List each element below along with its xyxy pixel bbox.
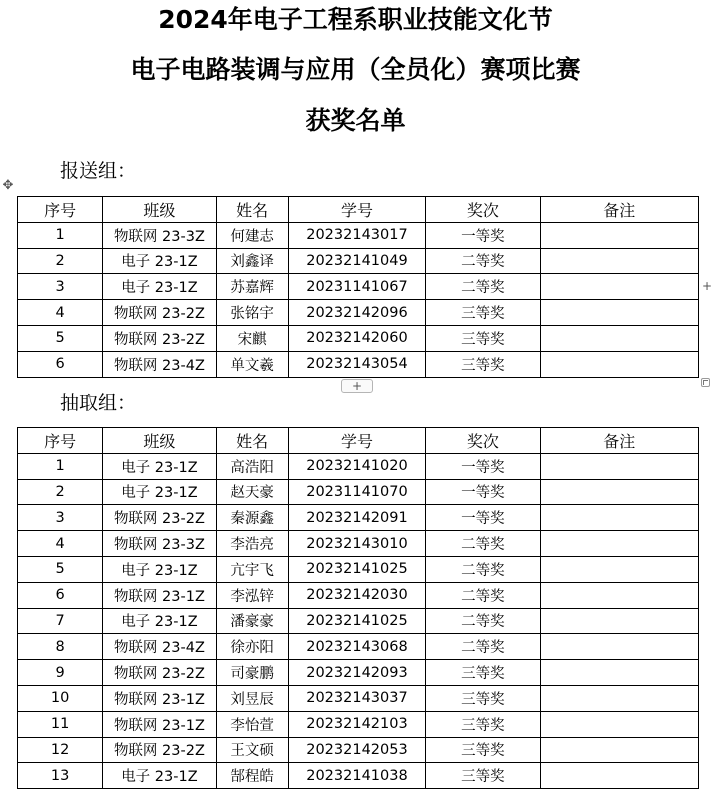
- header-award: 奖次: [426, 428, 540, 454]
- cell-award[interactable]: 一等奖: [426, 222, 540, 248]
- cell-seq[interactable]: 4: [18, 531, 103, 557]
- header-student-id: 学号: [288, 197, 425, 223]
- table-row: [18, 505, 699, 531]
- report-group-table: [17, 196, 699, 378]
- cell-name[interactable]: 单文羲: [216, 351, 288, 377]
- cell-name[interactable]: 赵天豪: [216, 479, 288, 505]
- cell-seq[interactable]: 2: [18, 248, 103, 274]
- cell-award[interactable]: 三等奖: [426, 737, 540, 763]
- cell-seq[interactable]: 8: [18, 634, 103, 660]
- cell-note[interactable]: [540, 222, 699, 248]
- cell-seq[interactable]: 7: [18, 608, 103, 634]
- cell-student-id[interactable]: 20232142030: [288, 582, 425, 608]
- table-row: [18, 711, 699, 737]
- cell-note[interactable]: [540, 300, 699, 326]
- cell-class[interactable]: 物联网 23-2Z: [103, 505, 216, 531]
- cell-seq[interactable]: 6: [18, 351, 103, 377]
- cell-seq[interactable]: 1: [18, 453, 103, 479]
- header-seq: 序号: [18, 197, 103, 223]
- cell-note[interactable]: [540, 685, 699, 711]
- cell-student-id[interactable]: 20232143037: [288, 685, 425, 711]
- table-row: [18, 351, 699, 377]
- cell-student-id[interactable]: 20232142091: [288, 505, 425, 531]
- cell-student-id[interactable]: 20232141038: [288, 763, 425, 789]
- table-row: [18, 660, 699, 686]
- cell-note[interactable]: [540, 248, 699, 274]
- cell-note[interactable]: [540, 274, 699, 300]
- cell-note[interactable]: [540, 763, 699, 789]
- cell-name[interactable]: 王文硕: [216, 737, 288, 763]
- header-class: 班级: [103, 197, 216, 223]
- draw-group-table: [17, 427, 699, 789]
- cell-note[interactable]: [540, 582, 699, 608]
- cell-class[interactable]: 物联网 23-3Z: [103, 531, 216, 557]
- resize-corner-icon[interactable]: [701, 378, 710, 387]
- cell-seq[interactable]: 5: [18, 556, 103, 582]
- table-row: [18, 685, 699, 711]
- table-row: [18, 531, 699, 557]
- cell-award[interactable]: 三等奖: [426, 351, 540, 377]
- cell-name[interactable]: 高浩阳: [216, 453, 288, 479]
- cell-student-id[interactable]: 20232143054: [288, 351, 425, 377]
- cell-class[interactable]: 物联网 23-2Z: [103, 325, 216, 351]
- cell-award[interactable]: 一等奖: [426, 453, 540, 479]
- cell-class[interactable]: 电子 23-1Z: [103, 274, 216, 300]
- add-column-button[interactable]: +: [702, 279, 712, 293]
- cell-note[interactable]: [540, 479, 699, 505]
- cell-name[interactable]: 李怡萱: [216, 711, 288, 737]
- cell-student-id[interactable]: 20232142096: [288, 300, 425, 326]
- cell-class[interactable]: 物联网 23-1Z: [103, 582, 216, 608]
- cell-student-id[interactable]: 20232142053: [288, 737, 425, 763]
- cell-seq[interactable]: 11: [18, 711, 103, 737]
- table-row: [18, 479, 699, 505]
- cell-student-id[interactable]: 20232141020: [288, 453, 425, 479]
- cell-note[interactable]: [540, 351, 699, 377]
- cell-note[interactable]: [540, 531, 699, 557]
- cell-note[interactable]: [540, 634, 699, 660]
- cell-award[interactable]: 一等奖: [426, 505, 540, 531]
- cell-seq[interactable]: 3: [18, 274, 103, 300]
- cell-name[interactable]: 刘鑫译: [216, 248, 288, 274]
- cell-note[interactable]: [540, 453, 699, 479]
- report-group-label: 报送组：: [60, 160, 137, 182]
- cell-seq[interactable]: 2: [18, 479, 103, 505]
- table-row: [18, 222, 699, 248]
- header-name: 姓名: [216, 428, 288, 454]
- cell-award[interactable]: 三等奖: [426, 763, 540, 789]
- cell-note[interactable]: [540, 556, 699, 582]
- cell-seq[interactable]: 13: [18, 763, 103, 789]
- cell-name[interactable]: 徐亦阳: [216, 634, 288, 660]
- cell-class[interactable]: 电子 23-1Z: [103, 453, 216, 479]
- cell-student-id[interactable]: 20232141049: [288, 248, 425, 274]
- cell-name[interactable]: 张铭宇: [216, 300, 288, 326]
- cell-class[interactable]: 物联网 23-2Z: [103, 737, 216, 763]
- cell-student-id[interactable]: 20232143010: [288, 531, 425, 557]
- table-row: [18, 634, 699, 660]
- cell-name[interactable]: 潘豪豪: [216, 608, 288, 634]
- cell-seq[interactable]: 6: [18, 582, 103, 608]
- cell-student-id[interactable]: 20232141025: [288, 608, 425, 634]
- cell-name[interactable]: 宋麒: [216, 325, 288, 351]
- cell-name[interactable]: 司豪鹏: [216, 660, 288, 686]
- cell-student-id[interactable]: 20232143068: [288, 634, 425, 660]
- cell-student-id[interactable]: 20232142060: [288, 325, 425, 351]
- cell-student-id[interactable]: 20231141070: [288, 479, 425, 505]
- table-row: [18, 248, 699, 274]
- cell-seq[interactable]: 10: [18, 685, 103, 711]
- document-title-line-2: 电子电路装调与应用（全员化）赛项比赛: [130, 55, 581, 84]
- cell-award[interactable]: 三等奖: [426, 711, 540, 737]
- cell-note[interactable]: [540, 505, 699, 531]
- cell-name[interactable]: 秦源鑫: [216, 505, 288, 531]
- cell-award[interactable]: 二等奖: [426, 274, 540, 300]
- cell-name[interactable]: 何建志: [216, 222, 288, 248]
- cell-award[interactable]: 二等奖: [426, 582, 540, 608]
- table-header-row: [18, 197, 699, 223]
- cell-award[interactable]: 二等奖: [426, 531, 540, 557]
- header-class: 班级: [103, 428, 216, 454]
- cell-name[interactable]: 郜程皓: [216, 763, 288, 789]
- cell-award[interactable]: 二等奖: [426, 556, 540, 582]
- cell-class[interactable]: 物联网 23-1Z: [103, 711, 216, 737]
- cell-class[interactable]: 物联网 23-2Z: [103, 300, 216, 326]
- cell-name[interactable]: 李泓锌: [216, 582, 288, 608]
- cell-name[interactable]: 苏嘉辉: [216, 274, 288, 300]
- table-row: [18, 556, 699, 582]
- cell-note[interactable]: [540, 325, 699, 351]
- cell-class[interactable]: 电子 23-1Z: [103, 763, 216, 789]
- cell-class[interactable]: 物联网 23-1Z: [103, 685, 216, 711]
- header-name: 姓名: [216, 197, 288, 223]
- table-row: [18, 300, 699, 326]
- header-note: 备注: [540, 428, 699, 454]
- cell-class[interactable]: 电子 23-1Z: [103, 479, 216, 505]
- cell-award[interactable]: 二等奖: [426, 248, 540, 274]
- table-row: [18, 763, 699, 789]
- cell-student-id[interactable]: 20232142093: [288, 660, 425, 686]
- cell-student-id[interactable]: 20232143017: [288, 222, 425, 248]
- cell-student-id[interactable]: 20232141025: [288, 556, 425, 582]
- cell-note[interactable]: [540, 737, 699, 763]
- cell-class[interactable]: 物联网 23-4Z: [103, 351, 216, 377]
- cell-award[interactable]: 二等奖: [426, 608, 540, 634]
- cell-class[interactable]: 电子 23-1Z: [103, 556, 216, 582]
- cell-note[interactable]: [540, 660, 699, 686]
- cell-seq[interactable]: 9: [18, 660, 103, 686]
- header-seq: 序号: [18, 428, 103, 454]
- table-row: [18, 325, 699, 351]
- document-title-line-1: 2024年电子工程系职业技能文化节: [158, 5, 553, 34]
- cell-note[interactable]: [540, 711, 699, 737]
- cell-class[interactable]: 物联网 23-2Z: [103, 660, 216, 686]
- cell-seq[interactable]: 1: [18, 222, 103, 248]
- header-award: 奖次: [426, 197, 540, 223]
- cell-class[interactable]: 电子 23-1Z: [103, 608, 216, 634]
- cell-award[interactable]: 三等奖: [426, 660, 540, 686]
- draw-group-label: 抽取组：: [60, 392, 137, 414]
- cell-note[interactable]: [540, 608, 699, 634]
- header-student-id: 学号: [288, 428, 425, 454]
- table-header-row: [18, 428, 699, 454]
- cell-seq[interactable]: 5: [18, 325, 103, 351]
- cell-seq[interactable]: 12: [18, 737, 103, 763]
- table-row: [18, 274, 699, 300]
- table-row: [18, 582, 699, 608]
- cell-class[interactable]: 电子 23-1Z: [103, 248, 216, 274]
- cell-award[interactable]: 三等奖: [426, 300, 540, 326]
- cell-award[interactable]: 二等奖: [426, 634, 540, 660]
- add-row-button[interactable]: +: [341, 379, 373, 393]
- table-row: [18, 608, 699, 634]
- cell-award[interactable]: 三等奖: [426, 685, 540, 711]
- cell-seq[interactable]: 4: [18, 300, 103, 326]
- cell-name[interactable]: 亢宇飞: [216, 556, 288, 582]
- table-row: [18, 453, 699, 479]
- cell-student-id[interactable]: 20231141067: [288, 274, 425, 300]
- table-row: [18, 737, 699, 763]
- cell-student-id[interactable]: 20232142103: [288, 711, 425, 737]
- cell-class[interactable]: 物联网 23-4Z: [103, 634, 216, 660]
- header-note: 备注: [540, 197, 699, 223]
- cell-award[interactable]: 一等奖: [426, 479, 540, 505]
- cell-seq[interactable]: 3: [18, 505, 103, 531]
- cell-class[interactable]: 物联网 23-3Z: [103, 222, 216, 248]
- cell-award[interactable]: 三等奖: [426, 325, 540, 351]
- move-icon[interactable]: ✥: [2, 178, 14, 193]
- cell-name[interactable]: 李浩亮: [216, 531, 288, 557]
- document-title-line-3: 获奖名单: [305, 106, 406, 135]
- cell-name[interactable]: 刘昱辰: [216, 685, 288, 711]
